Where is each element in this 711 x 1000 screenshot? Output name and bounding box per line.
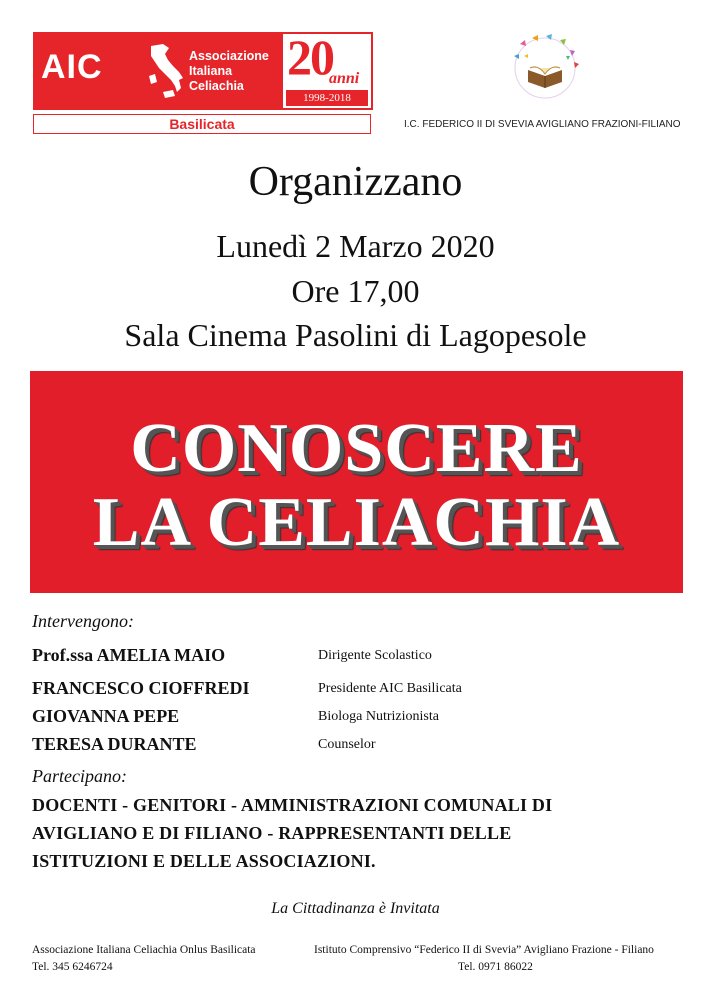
invitation-text: La Cittadinanza è Invitata	[271, 900, 440, 917]
event-venue: Sala Cinema Pasolini di Lagopesole	[124, 317, 587, 353]
association-line: Associazione	[189, 49, 269, 63]
footer-association-phone: Tel. 345 6246724	[32, 961, 113, 973]
footer-school-name: Istituto Comprensivo “Federico II di Svevia” Avigliano Frazione - Filiano	[314, 944, 654, 956]
speakers-label: Intervengono:	[32, 611, 134, 631]
participants-label: Partecipano:	[32, 766, 127, 786]
organizers-heading: Organizzano	[248, 159, 463, 205]
anniversary-badge	[283, 29, 371, 108]
speaker-role: Biologa Nutrizionista	[318, 709, 439, 724]
school-name: I.C. FEDERICO II DI SVEVIA AVIGLIANO FRAZIONI-FILIANO	[404, 119, 681, 130]
footer-association-name: Associazione Italiana Celiachia Onlus Basilicata	[32, 944, 256, 956]
aic-logo	[33, 29, 373, 110]
association-line: Celiachia	[189, 79, 244, 93]
event-time: Ore 17,00	[291, 273, 420, 309]
italy-map-icon	[145, 42, 187, 100]
participants-line: AVIGLIANO E DI FILIANO - RAPPRESENTANTI DELLE	[32, 823, 512, 843]
association-line: Italiana	[189, 64, 233, 78]
banner-title-line2: LA CELIACHIA	[92, 484, 621, 561]
footer-school-phone: Tel. 0971 86022	[458, 961, 533, 973]
speaker-name: FRANCESCO CIOFFREDI	[32, 678, 250, 698]
title-banner	[30, 371, 683, 593]
anniversary-years: 1998-2018	[286, 90, 368, 106]
banner-title-line1: CONOSCERE	[130, 410, 583, 487]
participants-line: DOCENTI - GENITORI - AMMINISTRAZIONI COMUNALI DI	[32, 795, 553, 815]
speaker-role: Dirigente Scolastico	[318, 648, 432, 663]
anniversary-number: 20	[287, 29, 333, 85]
participants-line: ISTITUZIONI E DELLE ASSOCIAZIONI.	[32, 851, 376, 871]
event-date: Lunedì 2 Marzo 2020	[216, 228, 495, 264]
aic-brand-text: AIC	[41, 48, 103, 86]
speaker-role: Presidente AIC Basilicata	[318, 681, 462, 696]
anniversary-word: anni	[329, 70, 360, 87]
speaker-name: Prof.ssa AMELIA MAIO	[32, 645, 226, 665]
speaker-name: GIOVANNA PEPE	[32, 706, 180, 726]
association-name	[189, 49, 269, 94]
speaker-name: TERESA DURANTE	[32, 734, 197, 754]
book-butterflies-icon	[500, 30, 590, 100]
speaker-role: Counselor	[318, 737, 376, 752]
region-label: Basilicata	[33, 114, 371, 134]
